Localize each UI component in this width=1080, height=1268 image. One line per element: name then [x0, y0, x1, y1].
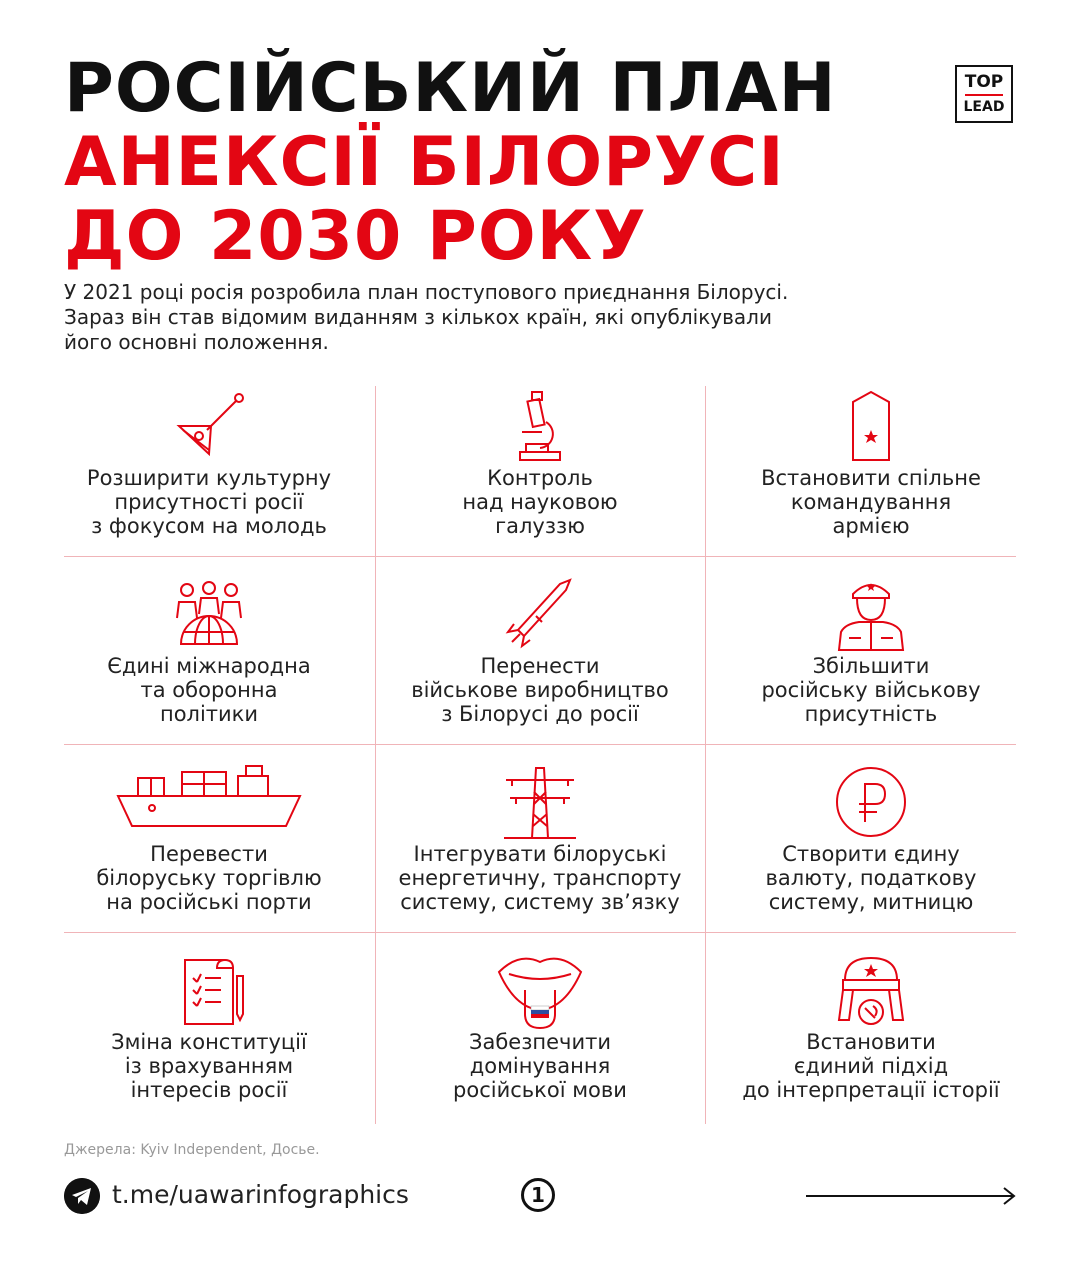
sources-note: Джерела: Kyiv Independent, Досье.	[64, 1142, 320, 1158]
next-arrow-icon[interactable]	[806, 1186, 1018, 1206]
label-line: Контроль	[487, 466, 593, 490]
label-line: Інтегрувати білоруські	[413, 842, 667, 866]
plan-item-label	[375, 466, 705, 538]
epaulette-star-icon	[831, 386, 911, 466]
intro-line-1: У 2021 році росія розробила план поступового приєднання Білорусі.	[64, 280, 789, 304]
label-line: з фокусом на молодь	[91, 514, 327, 538]
plan-item-label	[375, 842, 705, 914]
plan-grid	[44, 372, 1036, 1124]
plan-item-label	[44, 654, 374, 726]
plan-item-currency	[706, 748, 1036, 936]
intro-line-2: Зараз він став відомим виданням з кількох країн, які опублікували	[64, 305, 772, 329]
plan-item-label	[375, 1030, 705, 1102]
plan-item-trade-ports	[44, 748, 374, 936]
telegram-icon[interactable]	[64, 1178, 100, 1214]
label-line: та оборонна	[140, 678, 278, 702]
plan-item-constitution	[44, 936, 374, 1124]
plan-item-label	[706, 654, 1036, 726]
label-line: систему, систему зв’язку	[400, 890, 680, 914]
plan-item-label	[706, 466, 1036, 538]
plan-item-label	[375, 654, 705, 726]
mouth-flag-icon	[495, 950, 585, 1030]
label-line: із врахуванням	[124, 1054, 294, 1078]
logo-divider	[965, 94, 1003, 96]
intro-paragraph	[64, 280, 964, 355]
plan-item-military-production	[375, 560, 705, 748]
plan-item-culture	[44, 372, 374, 560]
telegram-link[interactable]: t.me/uawarinfographics	[112, 1180, 409, 1209]
label-line: на російські порти	[106, 890, 312, 914]
toplead-logo	[955, 65, 1013, 123]
label-line: над науковою	[462, 490, 618, 514]
label-line: присутність	[804, 702, 938, 726]
label-line: домінування	[469, 1054, 611, 1078]
label-line: Зміна конституції	[111, 1030, 307, 1054]
soldier-icon	[831, 574, 911, 654]
label-line: Створити єдину	[782, 842, 960, 866]
plan-item-energy-transport	[375, 748, 705, 936]
title-line-2: АНЕКСІЇ БІЛОРУСІ	[64, 123, 785, 202]
label-line: Єдині міжнародна	[107, 654, 311, 678]
label-line: енергетичну, транспорту	[398, 866, 682, 890]
people-globe-icon	[169, 574, 249, 654]
label-line: білоруську торгівлю	[96, 866, 322, 890]
ruble-coin-icon	[831, 762, 911, 842]
label-line: Встановити	[806, 1030, 936, 1054]
cargo-ship-icon	[114, 762, 304, 832]
label-line: Збільшити	[812, 654, 930, 678]
label-line: інтересів росії	[130, 1078, 288, 1102]
logo-top-text: TOP	[964, 72, 1004, 92]
title-line-1: РОСІЙСЬКИЙ ПЛАН	[64, 49, 837, 128]
title-line-3: ДО 2030 РОКУ	[64, 197, 647, 276]
plan-item-army-command	[706, 372, 1036, 560]
label-line: Перенести	[480, 654, 600, 678]
label-line: з Білорусі до росії	[441, 702, 639, 726]
label-line: Перевести	[150, 842, 268, 866]
balalaika-icon	[169, 386, 249, 466]
label-line: російську військову	[761, 678, 981, 702]
label-line: галуззю	[495, 514, 585, 538]
label-line: армією	[832, 514, 910, 538]
plan-item-label	[44, 842, 374, 914]
label-line: Розширити культурну	[86, 466, 332, 490]
page-title	[64, 49, 837, 276]
plan-item-label	[706, 842, 1036, 914]
label-line: валюту, податкову	[765, 866, 977, 890]
label-line: військове виробництво	[411, 678, 669, 702]
plan-item-language	[375, 936, 705, 1124]
label-line: російської мови	[453, 1078, 627, 1102]
label-line: систему, митницю	[768, 890, 974, 914]
label-line: єдиний підхід	[793, 1054, 949, 1078]
plan-item-label	[706, 1030, 1036, 1102]
plan-item-military-presence	[706, 560, 1036, 748]
missile-icon	[500, 574, 580, 654]
plan-item-science	[375, 372, 705, 560]
label-line: політики	[159, 702, 259, 726]
label-line: Встановити спільне	[761, 466, 981, 490]
microscope-icon	[500, 386, 580, 466]
plan-item-label	[44, 466, 374, 538]
plan-item-label	[44, 1030, 374, 1102]
plan-item-foreign-policy	[44, 560, 374, 748]
label-line: присутності росії	[114, 490, 304, 514]
label-line: Забезпечити	[469, 1030, 611, 1054]
label-line: командування	[790, 490, 952, 514]
page-number: 1	[521, 1178, 555, 1212]
plan-item-history	[706, 936, 1036, 1124]
logo-bottom-text: LEAD	[963, 99, 1005, 115]
intro-line-3: його основні положення.	[64, 330, 329, 354]
label-line: до інтерпретації історії	[742, 1078, 1000, 1102]
ushanka-hat-icon	[831, 950, 911, 1030]
document-pen-icon	[169, 950, 249, 1030]
power-tower-icon	[500, 762, 580, 842]
